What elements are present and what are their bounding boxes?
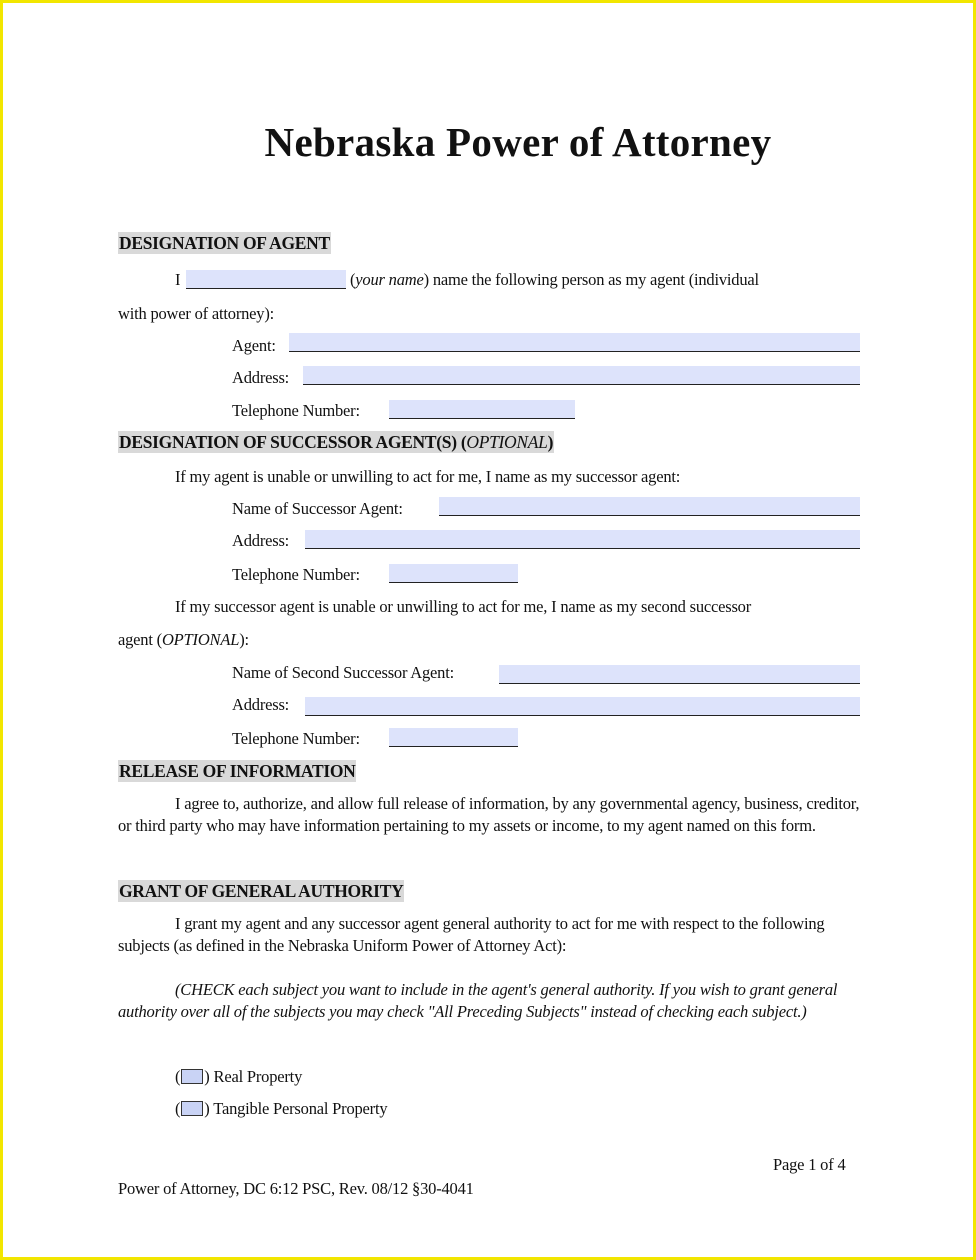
check-instruction-text: CHECK each subject you want to include in the agent's general authority. If you wish to grant general authority over all of the subjects you may check "All Preceding Subjects" instead of checking each subject. — [118, 980, 838, 1021]
release-paragraph — [118, 793, 860, 837]
agent-label: Agent: — [232, 336, 276, 355]
agent-intro-rest: ) name the following person as my agent (individual — [423, 270, 759, 289]
successor-telephone-label: Telephone Number: — [232, 565, 360, 584]
check-instruction: (CHECK each subject you want to include in the agent's general authority. If you wish to grant general authority over all of the subjects you may check "All Preceding Subjects" instead of checking each subject.) — [118, 980, 838, 1021]
agent-telephone-field[interactable] — [389, 400, 575, 419]
agent-name-field[interactable] — [289, 333, 860, 352]
second-successor-telephone-label: Telephone Number: — [232, 729, 360, 748]
second-successor-telephone-field[interactable] — [389, 728, 518, 747]
your-name-hint: your name — [355, 270, 424, 289]
checkbox-row-real-property[interactable]: ( ) Real Property — [175, 1067, 303, 1086]
agent-telephone-label: Telephone Number: — [232, 401, 360, 420]
section-heading-designation-agent: DESIGNATION OF AGENT — [119, 233, 330, 253]
second-intro-prefix: agent ( — [118, 630, 162, 649]
successor-name-label: Name of Successor Agent: — [232, 499, 403, 518]
checkbox-label-tangible-personal-property: Tangible Personal Property — [213, 1099, 388, 1118]
release-text: I agree to, authorize, and allow full release of information, by any governmental agency, business, creditor, or third party who may have information pertaining to my assets or income, to my agent named on this form. — [118, 794, 860, 835]
section-heading-successor — [118, 431, 554, 453]
grant-paragraph — [118, 913, 860, 957]
agent-intro-line2: with power of attorney): — [118, 304, 275, 323]
agent-intro-text: (your name) name the following person as my agent (individual — [350, 270, 759, 289]
section-heading-grant: GRANT OF GENERAL AUTHORITY — [119, 881, 404, 901]
agent-intro-i: I — [175, 270, 181, 289]
agent-address-field[interactable] — [303, 366, 860, 385]
second-successor-intro-line2 — [118, 630, 249, 650]
form-identifier: Power of Attorney, DC 6:12 PSC, Rev. 08/12 §30-4041 — [118, 1179, 474, 1198]
successor-heading-prefix: DESIGNATION OF SUCCESSOR AGENT(S) ( — [119, 432, 467, 452]
successor-name-field[interactable] — [439, 497, 860, 516]
successor-address-label: Address: — [232, 531, 290, 550]
checkbox-real-property[interactable] — [181, 1069, 203, 1084]
second-intro-optional: OPTIONAL — [161, 630, 240, 649]
section-heading-release: RELEASE OF INFORMATION — [119, 761, 356, 781]
successor-intro: If my agent is unable or unwilling to act for me, I name as my successor agent: — [175, 467, 681, 486]
second-successor-name-field[interactable] — [499, 665, 860, 684]
second-intro-suffix: ): — [239, 630, 249, 649]
checkbox-label-real-property: Real Property — [213, 1067, 303, 1086]
agent-address-label: Address: — [232, 368, 290, 387]
second-successor-address-label: Address: — [232, 695, 290, 714]
successor-telephone-field[interactable] — [389, 564, 518, 583]
page-title: Nebraska Power of Attorney — [264, 119, 772, 165]
checkbox-tangible-personal-property[interactable] — [181, 1101, 203, 1116]
your-name-field[interactable] — [186, 270, 346, 289]
second-successor-address-field[interactable] — [305, 697, 860, 716]
successor-heading-suffix: ) — [547, 432, 554, 452]
second-successor-intro: If my successor agent is unable or unwilling to act for me, I name as my second successor — [175, 597, 752, 616]
successor-address-field[interactable] — [305, 530, 860, 549]
successor-heading-optional: OPTIONAL — [466, 432, 548, 452]
grant-text: I grant my agent and any successor agent general authority to act for me with respect to the following subjects (as defined in the Nebraska Uniform Power of Attorney Act): — [118, 914, 825, 955]
page-number: Page 1 of 4 — [773, 1155, 846, 1174]
checkbox-row-tangible-personal-property[interactable]: ( ) Tangible Personal Property — [175, 1099, 388, 1118]
second-successor-name-label: Name of Second Successor Agent: — [232, 663, 454, 682]
